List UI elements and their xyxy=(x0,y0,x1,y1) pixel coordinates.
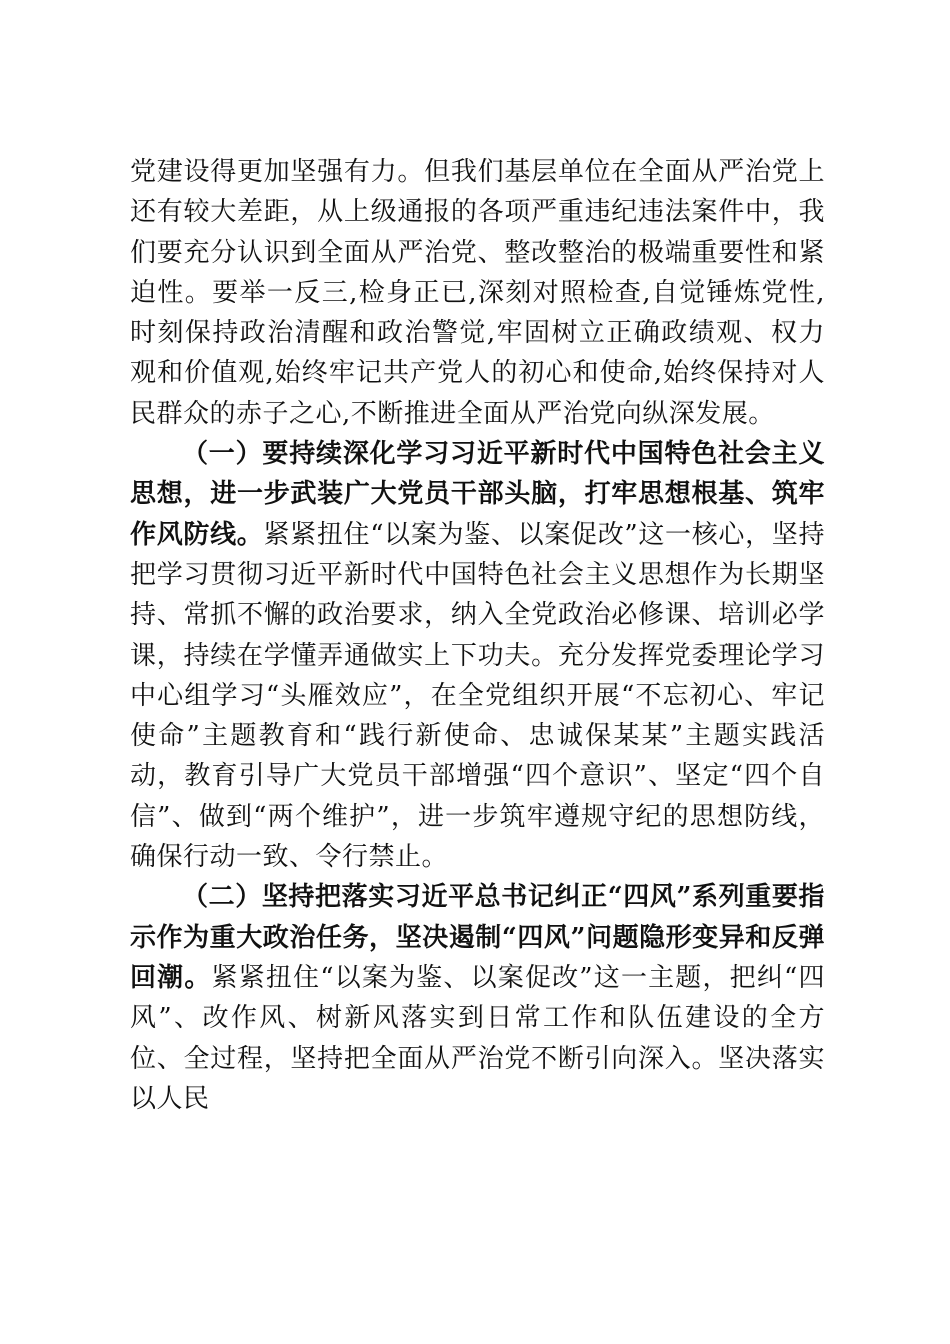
section-1-heading: （一）要持续深化学习习近平新时代中国特色社会主义思想，进一步武装广大党员干部头脑，打牢思想根基、筑牢作风防线。 xyxy=(130,439,825,550)
paragraph-section-1 xyxy=(130,434,825,877)
paragraph-section-2 xyxy=(130,877,825,1119)
paragraph-intro xyxy=(130,152,825,434)
section-2-text: 紧紧扭住“以案为鉴、以案促改”这一主题，把纠“四风”、改作风、树新风落实到日常工作和队伍建设的全方位、全过程，坚持把全面从严治党不断引向深入。坚决落实以人民 xyxy=(130,962,825,1114)
paragraph-intro-text: 党建设得更加坚强有力。但我们基层单位在全面从严治党上还有较大差距，从上级通报的各项严重违纪违法案件中，我们要充分认识到全面从严治党、整改整治的极端重要性和紧迫性。要举一反三,检身正已,深刻对照检查,自觉锤炼党性,时刻保持政治清醒和政治警觉,牢固树立正确政绩观、权力观和价值观,始终牢记共产党人的初心和使命,始终保持对人民群众的赤子之心,不断推进全面从严治党向纵深发展。 xyxy=(130,157,825,429)
document-body xyxy=(130,152,825,1119)
section-1-text: 紧紧扭住“以案为鉴、以案促改”这一核心，坚持把学习贯彻习近平新时代中国特色社会主义思想作为长期坚持、常抓不懈的政治要求，纳入全党政治必修课、培训必学课，持续在学懂弄通做实上下功夫。充分发挥党委理论学习中心组学习“头雁效应”，在全党组织开展“不忘初心、牢记使命”主题教育和“践行新使命、忠诚保某某”主题实践活动，教育引导广大党员干部增强“四个意识”、坚定“四个自信”、做到“两个维护”，进一步筑牢遵规守纪的思想防线，确保行动一致、令行禁止。 xyxy=(130,519,825,873)
section-2-heading: （二）坚持把落实习近平总书记纠正“四风”系列重要指示作为重大政治任务，坚决遏制“四风”问题隐形变异和反弹回潮。 xyxy=(130,882,825,993)
